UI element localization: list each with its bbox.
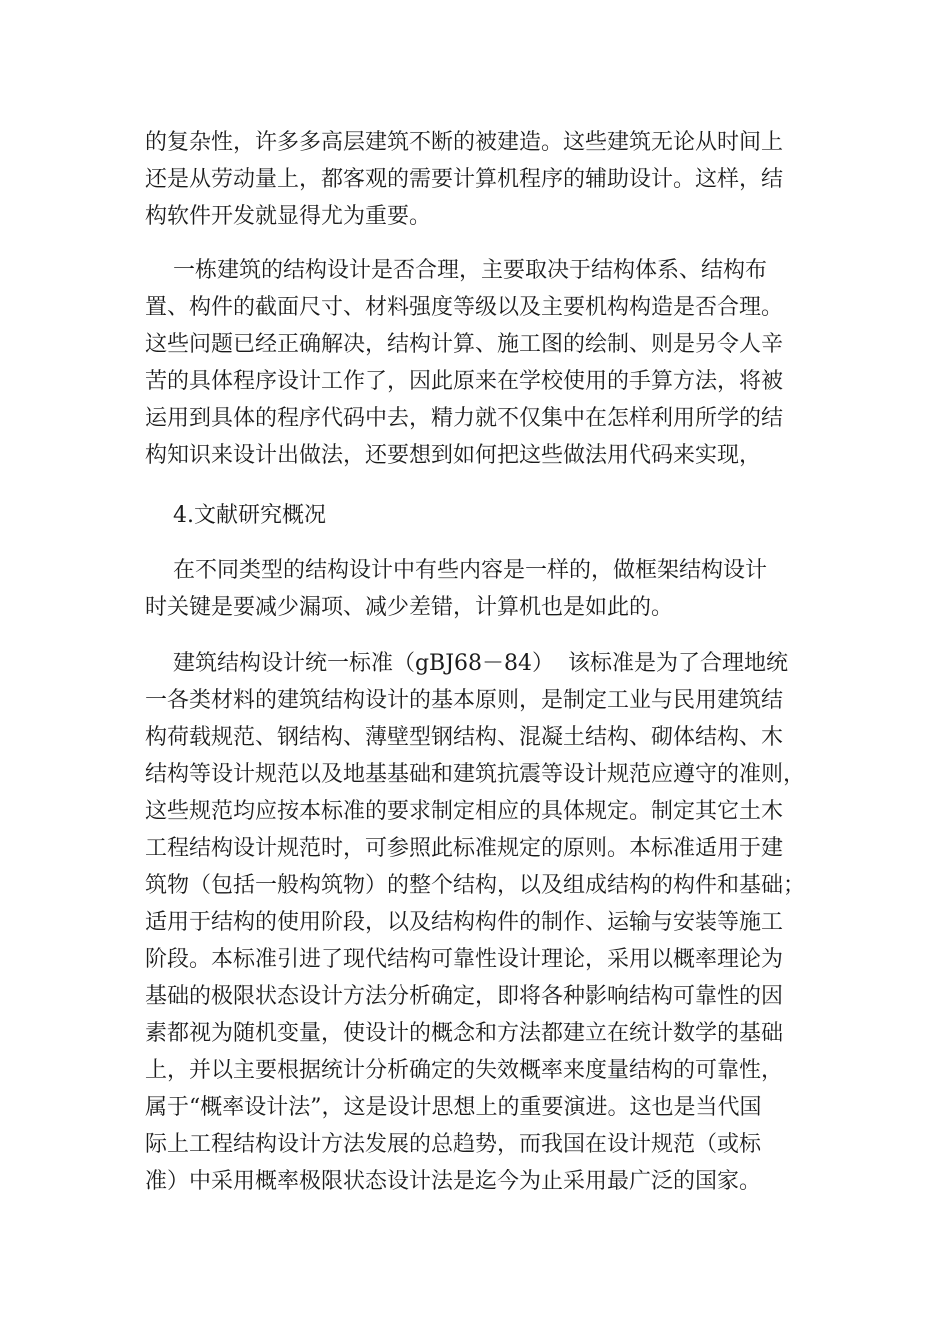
text-line: 构知识来设计出做法，还要想到如何把这些做法用代码来实现，	[145, 443, 762, 468]
text-line: 一各类材料的建筑结构设计的基本原则，是制定工业与民用建筑结	[145, 688, 784, 713]
text-line: 这些规范均应按本标准的要求制定相应的具体规定。制定其它土木	[145, 799, 784, 824]
text-line: 结构等设计规范以及地基基础和建筑抗震等设计规范应遵守的准则，	[145, 762, 806, 787]
text-line: 的复杂性，许多多高层建筑不断的被建造。这些建筑无论从时间上	[145, 130, 784, 155]
paragraph-3	[145, 552, 810, 626]
text-line: 苦的具体程序设计工作了，因此原来在学校使用的手算方法，将被	[145, 369, 784, 394]
text-line: 建筑结构设计统一标准（gBJ68－84） 该标准是为了合理地统	[145, 651, 789, 676]
text-line: 际上工程结构设计方法发展的总趋势，而我国在设计规范（或标	[145, 1132, 762, 1157]
text-line: 时关键是要减少漏项、减少差错，计算机也是如此的。	[145, 595, 674, 620]
text-line: 在不同类型的结构设计中有些内容是一样的，做框架结构设计	[145, 558, 767, 583]
text-line: 素都视为随机变量，使设计的概念和方法都建立在统计数学的基础	[145, 1021, 784, 1046]
text-line: 一栋建筑的结构设计是否合理，主要取决于结构体系、结构布	[145, 258, 767, 283]
text-line: 属于“概率设计法”，这是设计思想上的重要演进。这也是当代国	[145, 1095, 762, 1120]
text-line: 适用于结构的使用阶段，以及结构构件的制作、运输与安装等施工	[145, 910, 784, 935]
text-line: 基础的极限状态设计方法分析确定，即将各种影响结构可靠性的因	[145, 984, 784, 1009]
text-line: 构软件开发就显得尤为重要。	[145, 204, 432, 229]
text-line: 置、构件的截面尺寸、材料强度等级以及主要机构构造是否合理。	[145, 295, 784, 320]
text-line: 构荷载规范、钢结构、薄壁型钢结构、混凝土结构、砌体结构、木	[145, 725, 784, 750]
text-line: 还是从劳动量上，都客观的需要计算机程序的辅助设计。这样，结	[145, 167, 784, 192]
text-line: 上，并以主要根据统计分析确定的失效概率来度量结构的可靠性，	[145, 1058, 784, 1083]
paragraph-4	[145, 645, 810, 1200]
heading-line: 4.文献研究概况	[145, 503, 326, 528]
text-line: 工程结构设计规范时，可参照此标准规定的原则。本标准适用于建	[145, 836, 784, 861]
text-line: 运用到具体的程序代码中去，精力就不仅集中在怎样利用所学的结	[145, 406, 784, 431]
text-line: 这些问题已经正确解决，结构计算、施工图的绘制、则是另令人辛	[145, 332, 784, 357]
section-heading	[145, 497, 810, 534]
paragraph-2	[145, 252, 810, 474]
text-line: 准）中采用概率极限状态设计法是迄今为止采用最广泛的国家。	[145, 1169, 762, 1194]
text-line: 阶段。本标准引进了现代结构可靠性设计理论，采用以概率理论为	[145, 947, 784, 972]
paragraph-1	[145, 124, 810, 235]
text-line: 筑物（包括一般构筑物）的整个结构，以及组成结构的构件和基础；	[145, 873, 806, 898]
